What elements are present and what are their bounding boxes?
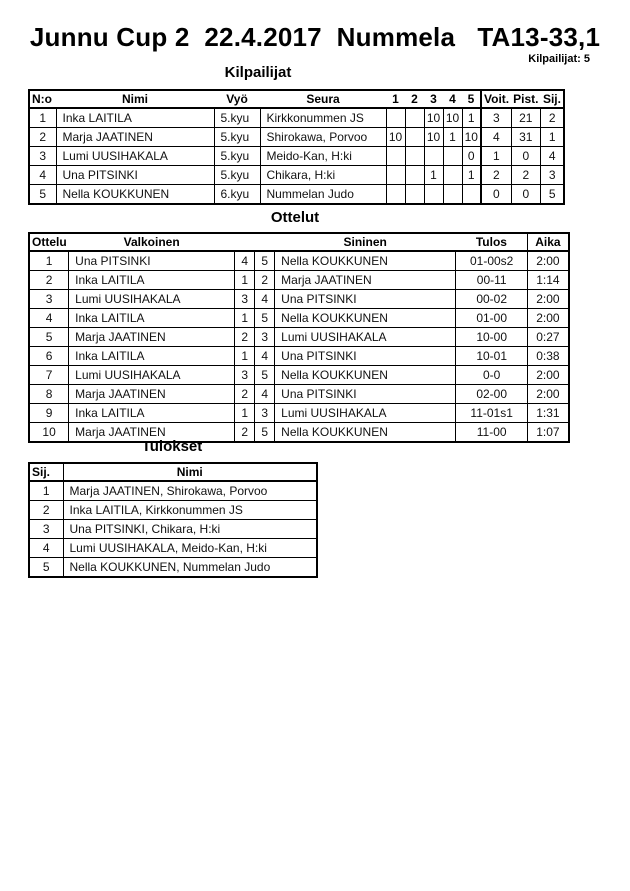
cell: 1:14 [528,271,569,290]
cell: Marja JAATINEN [69,385,235,404]
table-row [29,481,317,501]
table-row [29,501,317,520]
cell: 2:00 [528,366,569,385]
cell: 2 [235,423,255,443]
cell: Una PITSINKI [56,166,214,185]
cell: 0 [511,147,540,166]
cell [386,185,405,205]
results-section-heading: Tulokset [141,438,203,455]
cell: 5 [255,251,275,271]
cell: 1 [29,481,63,501]
table-row [29,108,564,128]
table-row [29,128,564,147]
cell: Lumi UUSIHAKALA [69,290,235,309]
table-row [29,328,569,347]
cell: 1:31 [528,404,569,423]
cell: 5.kyu [214,128,260,147]
cell: 2 [29,128,56,147]
cell: 5 [255,423,275,443]
participants-count-label: Kilpailijat: 5 [528,53,590,65]
cell: 1 [235,309,255,328]
cell: Lumi UUSIHAKALA, Meido-Kan, H:ki [63,539,317,558]
cell: 3 [235,290,255,309]
cell: Una PITSINKI [275,385,456,404]
cell: 5.kyu [214,166,260,185]
cell: Lumi UUSIHAKALA [69,366,235,385]
cell: 3 [29,290,69,309]
cell: 10 [443,108,462,128]
cell: Una PITSINKI [275,290,456,309]
column-header: Sininen [275,233,456,251]
cell: 10-00 [456,328,528,347]
cell: 5.kyu [214,147,260,166]
cell: 9 [29,404,69,423]
cell: 1 [481,147,511,166]
table-row [29,271,569,290]
column-header: Aika [528,233,569,251]
cell: 5 [255,309,275,328]
cell: Marja JAATINEN, Shirokawa, Porvoo [63,481,317,501]
header-row [29,463,317,481]
cell [386,108,405,128]
cell: 8 [29,385,69,404]
column-header: Sij. [540,90,564,108]
cell: Marja JAATINEN [69,423,235,443]
table-row [29,385,569,404]
cell: 7 [29,366,69,385]
cell: 0 [511,185,540,205]
column-header: Nimi [63,463,317,481]
cell: 4 [255,290,275,309]
cell: 6.kyu [214,185,260,205]
cell [424,147,443,166]
cell: Inka LAITILA, Kirkkonummen JS [63,501,317,520]
cell: 2 [540,108,564,128]
cell: 2:00 [528,385,569,404]
cell: Inka LAITILA [56,108,214,128]
cell: 1 [235,404,255,423]
column-header: Tulos [456,233,528,251]
cell: 4 [29,539,63,558]
column-header: 1 [386,90,405,108]
cell: 1 [443,128,462,147]
page-title: Junnu Cup 2 22.4.2017 Nummela TA13-33,1 [29,22,601,52]
cell: 00-11 [456,271,528,290]
cell: 4 [255,385,275,404]
cell: Nella KOUKKUNEN [275,309,456,328]
cell: Una PITSINKI, Chikara, H:ki [63,520,317,539]
cell: 3 [235,366,255,385]
cell: Una PITSINKI [275,347,456,366]
cell: 3 [255,404,275,423]
column-header: 4 [443,90,462,108]
cell: 1 [235,347,255,366]
cell: 01-00s2 [456,251,528,271]
cell: 10 [424,128,443,147]
cell: 0:38 [528,347,569,366]
cell: 4 [540,147,564,166]
cell [386,166,405,185]
cell: 0 [462,147,481,166]
cell: 4 [29,309,69,328]
cell: 10 [386,128,405,147]
cell: Meido-Kan, H:ki [260,147,386,166]
results-table [28,462,318,578]
column-header: 5 [462,90,481,108]
cell [405,185,424,205]
cell: 11-01s1 [456,404,528,423]
column-header: Vyö [214,90,260,108]
competitors-table [28,89,565,205]
table-row [29,251,569,271]
cell: Chikara, H:ki [260,166,386,185]
column-header [255,233,275,251]
cell: 2:00 [528,251,569,271]
matches-table [28,232,570,443]
cell [405,166,424,185]
cell: Lumi UUSIHAKALA [275,404,456,423]
matches-section-heading: Ottelut [270,209,320,226]
cell: 6 [29,347,69,366]
cell: Marja JAATINEN [69,328,235,347]
cell: 2 [29,271,69,290]
cell: 4 [255,347,275,366]
table-row [29,404,569,423]
cell: 5 [29,185,56,205]
cell: 5 [540,185,564,205]
column-header: Ottelu [29,233,69,251]
column-header: Nimi [56,90,214,108]
column-header: Sij. [29,463,63,481]
cell: Nella KOUKKUNEN [275,423,456,443]
cell: 21 [511,108,540,128]
cell [462,185,481,205]
cell: 10-01 [456,347,528,366]
table-row [29,185,564,205]
cell: 3 [29,520,63,539]
table-row [29,147,564,166]
cell: 2 [255,271,275,290]
cell: 0:27 [528,328,569,347]
cell: 1 [540,128,564,147]
cell: 5 [29,328,69,347]
cell: Inka LAITILA [69,347,235,366]
column-header: Seura [260,90,386,108]
cell: 00-02 [456,290,528,309]
cell: 5 [29,558,63,578]
cell: Nella KOUKKUNEN [56,185,214,205]
table-row [29,558,317,578]
column-header: 3 [424,90,443,108]
column-header [235,233,255,251]
cell: 3 [255,328,275,347]
cell [386,147,405,166]
cell: 2 [511,166,540,185]
table-row [29,539,317,558]
cell: Kirkkonummen JS [260,108,386,128]
cell: 1 [462,108,481,128]
table-row [29,520,317,539]
cell: 1 [29,108,56,128]
cell: 4 [481,128,511,147]
cell [405,108,424,128]
cell: Inka LAITILA [69,404,235,423]
cell: 4 [235,251,255,271]
table-row [29,347,569,366]
header-row [29,233,569,251]
column-header: N:o [29,90,56,108]
cell: Nella KOUKKUNEN [275,366,456,385]
cell: 10 [29,423,69,443]
table-row [29,309,569,328]
cell: 0 [481,185,511,205]
cell: Inka LAITILA [69,271,235,290]
cell [405,128,424,147]
cell: 01-00 [456,309,528,328]
header-row [29,90,564,108]
cell: Lumi UUSIHAKALA [275,328,456,347]
cell: 10 [424,108,443,128]
cell: Shirokawa, Porvoo [260,128,386,147]
competitors-section-heading: Kilpailijat [224,64,292,81]
cell: 1 [29,251,69,271]
cell: Nella KOUKKUNEN, Nummelan Judo [63,558,317,578]
cell: 31 [511,128,540,147]
cell: 1:07 [528,423,569,443]
table-row [29,166,564,185]
cell: Una PITSINKI [69,251,235,271]
cell: 1 [462,166,481,185]
column-header: 2 [405,90,424,108]
cell [443,166,462,185]
cell: 2 [29,501,63,520]
cell: 1 [235,271,255,290]
table-row [29,290,569,309]
cell: 02-00 [456,385,528,404]
table-row [29,366,569,385]
cell: Inka LAITILA [69,309,235,328]
cell [443,147,462,166]
cell: 2:00 [528,290,569,309]
cell [443,185,462,205]
column-header: Pist. [513,92,539,106]
cell: 2 [481,166,511,185]
cell: Nella KOUKKUNEN [275,251,456,271]
cell: Nummelan Judo [260,185,386,205]
cell: 3 [481,108,511,128]
cell: 10 [462,128,481,147]
column-header: Voit. [481,90,511,108]
cell: 2 [235,328,255,347]
cell: Marja JAATINEN [275,271,456,290]
column-header: Valkoinen [69,233,235,251]
cell [405,147,424,166]
cell: Marja JAATINEN [56,128,214,147]
cell: Lumi UUSIHAKALA [56,147,214,166]
cell: 11-00 [456,423,528,443]
cell: 3 [29,147,56,166]
cell: 1 [424,166,443,185]
cell: 3 [540,166,564,185]
cell: 4 [29,166,56,185]
cell [424,185,443,205]
cell: 0-0 [456,366,528,385]
cell: 2:00 [528,309,569,328]
cell: 2 [235,385,255,404]
cell: 5.kyu [214,108,260,128]
cell: 5 [255,366,275,385]
